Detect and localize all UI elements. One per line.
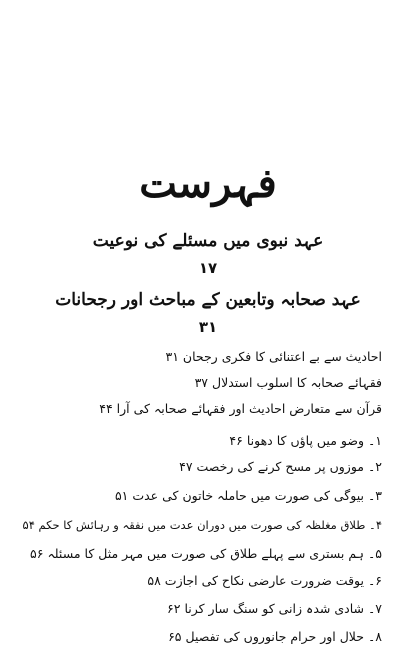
toc-entry: ۳۔ بیوگی کی صورت میں حاملہ خاتون کی عدت ۵۱ [114, 488, 382, 503]
toc-entry: ۴۔ طلاق مغلظہ کی صورت میں دوران عدت میں نفقہ و رہائش کا حکم ۵۴ [22, 518, 382, 532]
section-page-number: ۳۱ [198, 318, 218, 336]
toc-entry: فقہائے صحابہ کا اسلوب استدلال ۳۷ [194, 375, 382, 390]
page-title: فہرست [139, 160, 277, 207]
toc-entry: ۵۔ ہم بستری سے پہلے طلاق کی صورت میں مہر مثل کا مسئلہ ۵۶ [30, 546, 382, 561]
toc-entry: ۱۔ وضو میں پاؤں کا دھونا ۴۶ [229, 433, 382, 448]
section-heading: عہد نبوی میں مسئلے کی نوعیت [92, 231, 324, 251]
section-heading: عہد صحابہ وتابعین کے مباحث اور رجحانات [55, 290, 361, 310]
toc-entry: ۷۔ شادی شدہ زانی کو سنگ سار کرنا ۶۲ [167, 601, 382, 616]
section-page-number: ۱۷ [198, 259, 218, 277]
toc-entry: احادیث سے بے اعتنائی کا فکری رجحان ۳۱ [165, 349, 382, 364]
toc-entry: قرآن سے متعارض احادیث اور فقہائے صحابہ کی آرا ۴۴ [99, 401, 382, 416]
toc-entry: ۶۔ یوقت ضرورت عارضی نکاح کی اجازت ۵۸ [147, 573, 382, 588]
toc-entry: ۲۔ موزوں پر مسح کرنے کی رخصت ۴۷ [179, 459, 382, 474]
toc-entry: ۸۔ حلال اور حرام جانوروں کی تفصیل ۶۵ [168, 629, 382, 644]
